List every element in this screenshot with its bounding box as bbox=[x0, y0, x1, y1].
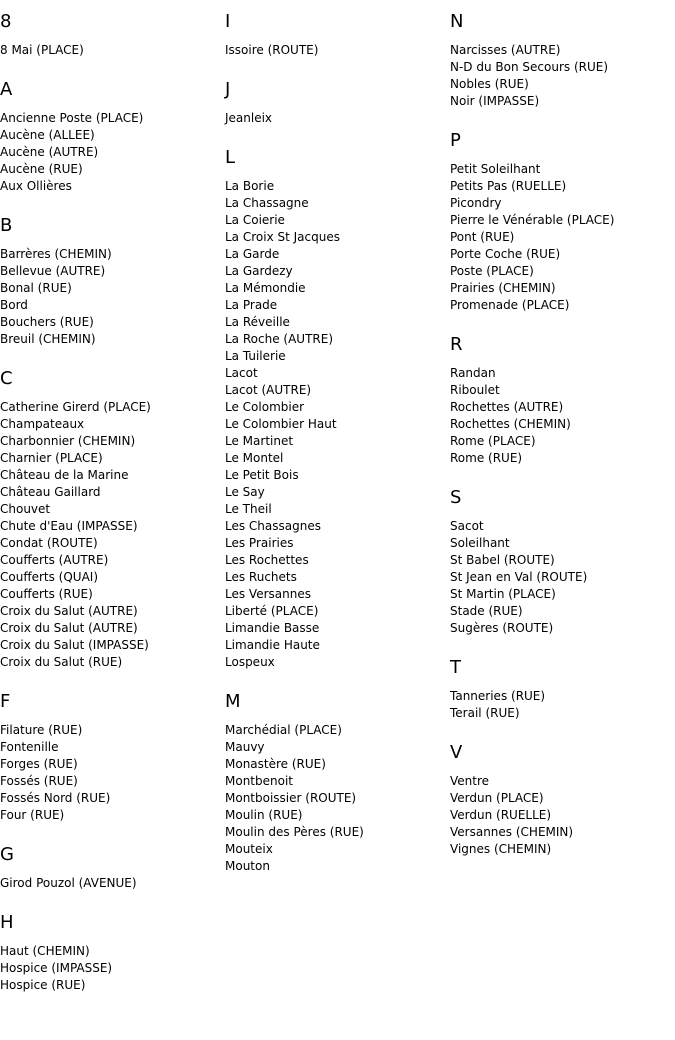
street-link[interactable]: La Mémondie bbox=[225, 281, 306, 295]
letter-group bbox=[225, 692, 445, 875]
letter-group bbox=[450, 743, 675, 858]
street-link[interactable]: Sugères (ROUTE) bbox=[450, 621, 554, 635]
letter-heading: F bbox=[0, 691, 11, 712]
street-list bbox=[0, 722, 220, 824]
letter-heading: C bbox=[0, 368, 13, 389]
street-index-column-3 bbox=[450, 12, 675, 879]
street-list bbox=[450, 42, 675, 110]
street-link[interactable]: Barrères (CHEMIN) bbox=[0, 247, 112, 261]
street-list bbox=[225, 110, 445, 127]
street-list bbox=[0, 943, 220, 994]
street-link[interactable]: Le Montel bbox=[225, 451, 284, 465]
street-link[interactable]: Promenade (PLACE) bbox=[450, 298, 570, 312]
street-list bbox=[225, 42, 445, 59]
street-link[interactable]: La Prade bbox=[225, 298, 278, 312]
letter-group bbox=[450, 335, 675, 467]
street-link[interactable]: Picondry bbox=[450, 196, 502, 210]
street-link[interactable]: Croix du Salut (AUTRE) bbox=[0, 621, 138, 635]
street-link[interactable]: Limandie Haute bbox=[225, 638, 320, 652]
street-link[interactable]: Fossés Nord (RUE) bbox=[0, 791, 111, 805]
street-list bbox=[450, 518, 675, 637]
letter-group bbox=[0, 80, 220, 195]
street-link[interactable]: Rochettes (AUTRE) bbox=[450, 400, 564, 414]
street-link[interactable]: Les Versannes bbox=[225, 587, 311, 601]
street-link[interactable]: Chouvet bbox=[0, 502, 51, 516]
street-link[interactable]: Nobles (RUE) bbox=[450, 77, 529, 91]
street-link[interactable]: Terail (RUE) bbox=[450, 706, 520, 720]
street-link[interactable]: La Roche (AUTRE) bbox=[225, 332, 333, 346]
street-link[interactable]: La Réveille bbox=[225, 315, 290, 329]
street-link[interactable]: St Babel (ROUTE) bbox=[450, 553, 555, 567]
street-link[interactable]: Le Colombier Haut bbox=[225, 417, 337, 431]
street-link[interactable]: La Gardezy bbox=[225, 264, 293, 278]
street-link[interactable]: Croix du Salut (RUE) bbox=[0, 655, 123, 669]
letter-heading: V bbox=[450, 742, 463, 763]
street-link[interactable]: Château de la Marine bbox=[0, 468, 129, 482]
letter-heading: S bbox=[450, 487, 462, 508]
street-list bbox=[0, 42, 220, 59]
street-link[interactable]: Condat (ROUTE) bbox=[0, 536, 98, 550]
letter-heading: T bbox=[450, 657, 461, 678]
street-link[interactable]: Lospeux bbox=[225, 655, 275, 669]
street-link[interactable]: Aucène (AUTRE) bbox=[0, 145, 99, 159]
street-link[interactable]: Limandie Basse bbox=[225, 621, 320, 635]
street-index-column-1 bbox=[0, 12, 220, 1015]
letter-group bbox=[0, 692, 220, 824]
street-link[interactable]: Coufferts (RUE) bbox=[0, 587, 93, 601]
street-link[interactable]: Les Rochettes bbox=[225, 553, 309, 567]
street-link[interactable]: Filature (RUE) bbox=[0, 723, 83, 737]
street-link[interactable]: Breuil (CHEMIN) bbox=[0, 332, 96, 346]
street-link[interactable]: Moulin des Pères (RUE) bbox=[225, 825, 364, 839]
street-link[interactable]: Charbonnier (CHEMIN) bbox=[0, 434, 136, 448]
letter-heading: 8 bbox=[0, 11, 12, 32]
letter-heading: P bbox=[450, 130, 461, 151]
street-link[interactable]: Soleilhant bbox=[450, 536, 510, 550]
street-link[interactable]: Les Chassagnes bbox=[225, 519, 321, 533]
street-list bbox=[450, 161, 675, 314]
letter-heading: B bbox=[0, 215, 13, 236]
street-link[interactable]: Verdun (PLACE) bbox=[450, 791, 544, 805]
letter-group bbox=[0, 12, 220, 59]
street-link[interactable]: Porte Coche (RUE) bbox=[450, 247, 561, 261]
street-link[interactable]: Lacot (AUTRE) bbox=[225, 383, 312, 397]
letter-heading: G bbox=[0, 844, 14, 865]
street-list bbox=[450, 773, 675, 858]
street-link[interactable]: Noir (IMPASSE) bbox=[450, 94, 540, 108]
street-link[interactable]: Bellevue (AUTRE) bbox=[0, 264, 106, 278]
street-link[interactable]: Pont (RUE) bbox=[450, 230, 515, 244]
street-link[interactable]: Aux Ollières bbox=[0, 179, 72, 193]
street-link[interactable]: Four (RUE) bbox=[0, 808, 65, 822]
street-link[interactable]: Mouton bbox=[225, 859, 270, 873]
street-link[interactable]: Moulin (RUE) bbox=[225, 808, 303, 822]
street-link[interactable]: La Borie bbox=[225, 179, 275, 193]
street-link[interactable]: Château Gaillard bbox=[0, 485, 101, 499]
street-link[interactable]: Aucène (ALLEE) bbox=[0, 128, 95, 142]
street-link[interactable]: St Jean en Val (ROUTE) bbox=[450, 570, 588, 584]
street-link[interactable]: Hospice (RUE) bbox=[0, 978, 86, 992]
street-link[interactable]: Issoire (ROUTE) bbox=[225, 43, 319, 57]
street-link[interactable]: Champateaux bbox=[0, 417, 85, 431]
letter-group bbox=[450, 12, 675, 110]
street-list bbox=[0, 246, 220, 348]
street-link[interactable]: Hospice (IMPASSE) bbox=[0, 961, 113, 975]
street-link[interactable]: Bord bbox=[0, 298, 28, 312]
street-link[interactable]: Croix du Salut (IMPASSE) bbox=[0, 638, 149, 652]
street-link[interactable]: Jeanleix bbox=[225, 111, 273, 125]
street-link[interactable]: La Garde bbox=[225, 247, 280, 261]
letter-group bbox=[0, 913, 220, 994]
street-link[interactable]: Monastère (RUE) bbox=[225, 757, 326, 771]
street-link[interactable]: La Coierie bbox=[225, 213, 285, 227]
street-link[interactable]: Le Say bbox=[225, 485, 265, 499]
street-link[interactable]: Le Martinet bbox=[225, 434, 294, 448]
letter-group bbox=[0, 369, 220, 671]
street-link[interactable]: Rome (PLACE) bbox=[450, 434, 536, 448]
street-link[interactable]: Catherine Girerd (PLACE) bbox=[0, 400, 151, 414]
letter-group bbox=[450, 488, 675, 637]
street-link[interactable]: Bonal (RUE) bbox=[0, 281, 72, 295]
letter-heading: J bbox=[225, 79, 231, 100]
street-link[interactable]: Forges (RUE) bbox=[0, 757, 78, 771]
street-link[interactable]: Randan bbox=[450, 366, 496, 380]
street-link[interactable]: Sacot bbox=[450, 519, 484, 533]
street-link[interactable]: St Martin (PLACE) bbox=[450, 587, 556, 601]
letter-heading: R bbox=[450, 334, 463, 355]
letter-heading: M bbox=[225, 691, 241, 712]
street-link[interactable]: La Tuilerie bbox=[225, 349, 286, 363]
street-list bbox=[0, 399, 220, 671]
street-list bbox=[450, 688, 675, 722]
street-link[interactable]: Montboissier (ROUTE) bbox=[225, 791, 357, 805]
street-link[interactable]: Haut (CHEMIN) bbox=[0, 944, 90, 958]
street-link[interactable]: Le Petit Bois bbox=[225, 468, 299, 482]
street-list bbox=[225, 722, 445, 875]
letter-group bbox=[225, 80, 445, 127]
street-link[interactable]: La Chassagne bbox=[225, 196, 309, 210]
street-link[interactable]: Charnier (PLACE) bbox=[0, 451, 103, 465]
letter-group bbox=[0, 845, 220, 892]
street-link[interactable]: Lacot bbox=[225, 366, 258, 380]
street-link[interactable]: N-D du Bon Secours (RUE) bbox=[450, 60, 609, 74]
street-link[interactable]: 8 Mai (PLACE) bbox=[0, 43, 84, 57]
street-link[interactable]: Rome (RUE) bbox=[450, 451, 523, 465]
street-link[interactable]: Croix du Salut (AUTRE) bbox=[0, 604, 138, 618]
street-link[interactable]: Le Theil bbox=[225, 502, 272, 516]
street-link[interactable]: Fontenille bbox=[0, 740, 59, 754]
street-link[interactable]: Marchédial (PLACE) bbox=[225, 723, 342, 737]
street-list bbox=[225, 178, 445, 671]
letter-heading: H bbox=[0, 912, 14, 933]
street-link[interactable]: Ventre bbox=[450, 774, 490, 788]
letter-group bbox=[225, 12, 445, 59]
letter-heading: I bbox=[225, 11, 231, 32]
street-link[interactable]: Coufferts (QUAI) bbox=[0, 570, 99, 584]
street-link[interactable]: Bouchers (RUE) bbox=[0, 315, 94, 329]
street-link[interactable]: Tanneries (RUE) bbox=[450, 689, 546, 703]
street-link[interactable]: Petit Soleilhant bbox=[450, 162, 541, 176]
street-link[interactable]: Mouteix bbox=[225, 842, 273, 856]
street-link[interactable]: Coufferts (AUTRE) bbox=[0, 553, 109, 567]
street-link[interactable]: Chute d'Eau (IMPASSE) bbox=[0, 519, 138, 533]
street-link[interactable]: Prairies (CHEMIN) bbox=[450, 281, 556, 295]
letter-group bbox=[0, 216, 220, 348]
street-link[interactable]: La Croix St Jacques bbox=[225, 230, 340, 244]
street-link[interactable]: Vignes (CHEMIN) bbox=[450, 842, 552, 856]
street-list bbox=[0, 875, 220, 892]
street-link[interactable]: Petits Pas (RUELLE) bbox=[450, 179, 567, 193]
street-link[interactable]: Aucène (RUE) bbox=[0, 162, 83, 176]
street-link[interactable]: Mauvy bbox=[225, 740, 265, 754]
street-link[interactable]: Versannes (CHEMIN) bbox=[450, 825, 574, 839]
street-link[interactable]: Narcisses (AUTRE) bbox=[450, 43, 561, 57]
street-link[interactable]: Ancienne Poste (PLACE) bbox=[0, 111, 144, 125]
street-list bbox=[450, 365, 675, 467]
street-link[interactable]: Rochettes (CHEMIN) bbox=[450, 417, 571, 431]
street-link[interactable]: Poste (PLACE) bbox=[450, 264, 534, 278]
street-link[interactable]: Liberté (PLACE) bbox=[225, 604, 319, 618]
street-link[interactable]: Les Prairies bbox=[225, 536, 294, 550]
letter-group bbox=[450, 131, 675, 314]
letter-heading: N bbox=[450, 11, 464, 32]
street-index-column-2 bbox=[225, 12, 445, 896]
street-link[interactable]: Riboulet bbox=[450, 383, 500, 397]
street-link[interactable]: Montbenoit bbox=[225, 774, 293, 788]
street-link[interactable]: Le Colombier bbox=[225, 400, 305, 414]
letter-heading: A bbox=[0, 79, 13, 100]
street-link[interactable]: Pierre le Vénérable (PLACE) bbox=[450, 213, 615, 227]
street-link[interactable]: Les Ruchets bbox=[225, 570, 297, 584]
letter-group bbox=[450, 658, 675, 722]
letter-heading: L bbox=[225, 147, 236, 168]
letter-group bbox=[225, 148, 445, 671]
street-link[interactable]: Girod Pouzol (AVENUE) bbox=[0, 876, 137, 890]
street-link[interactable]: Verdun (RUELLE) bbox=[450, 808, 552, 822]
street-link[interactable]: Stade (RUE) bbox=[450, 604, 523, 618]
street-list bbox=[0, 110, 220, 195]
street-link[interactable]: Fossés (RUE) bbox=[0, 774, 78, 788]
